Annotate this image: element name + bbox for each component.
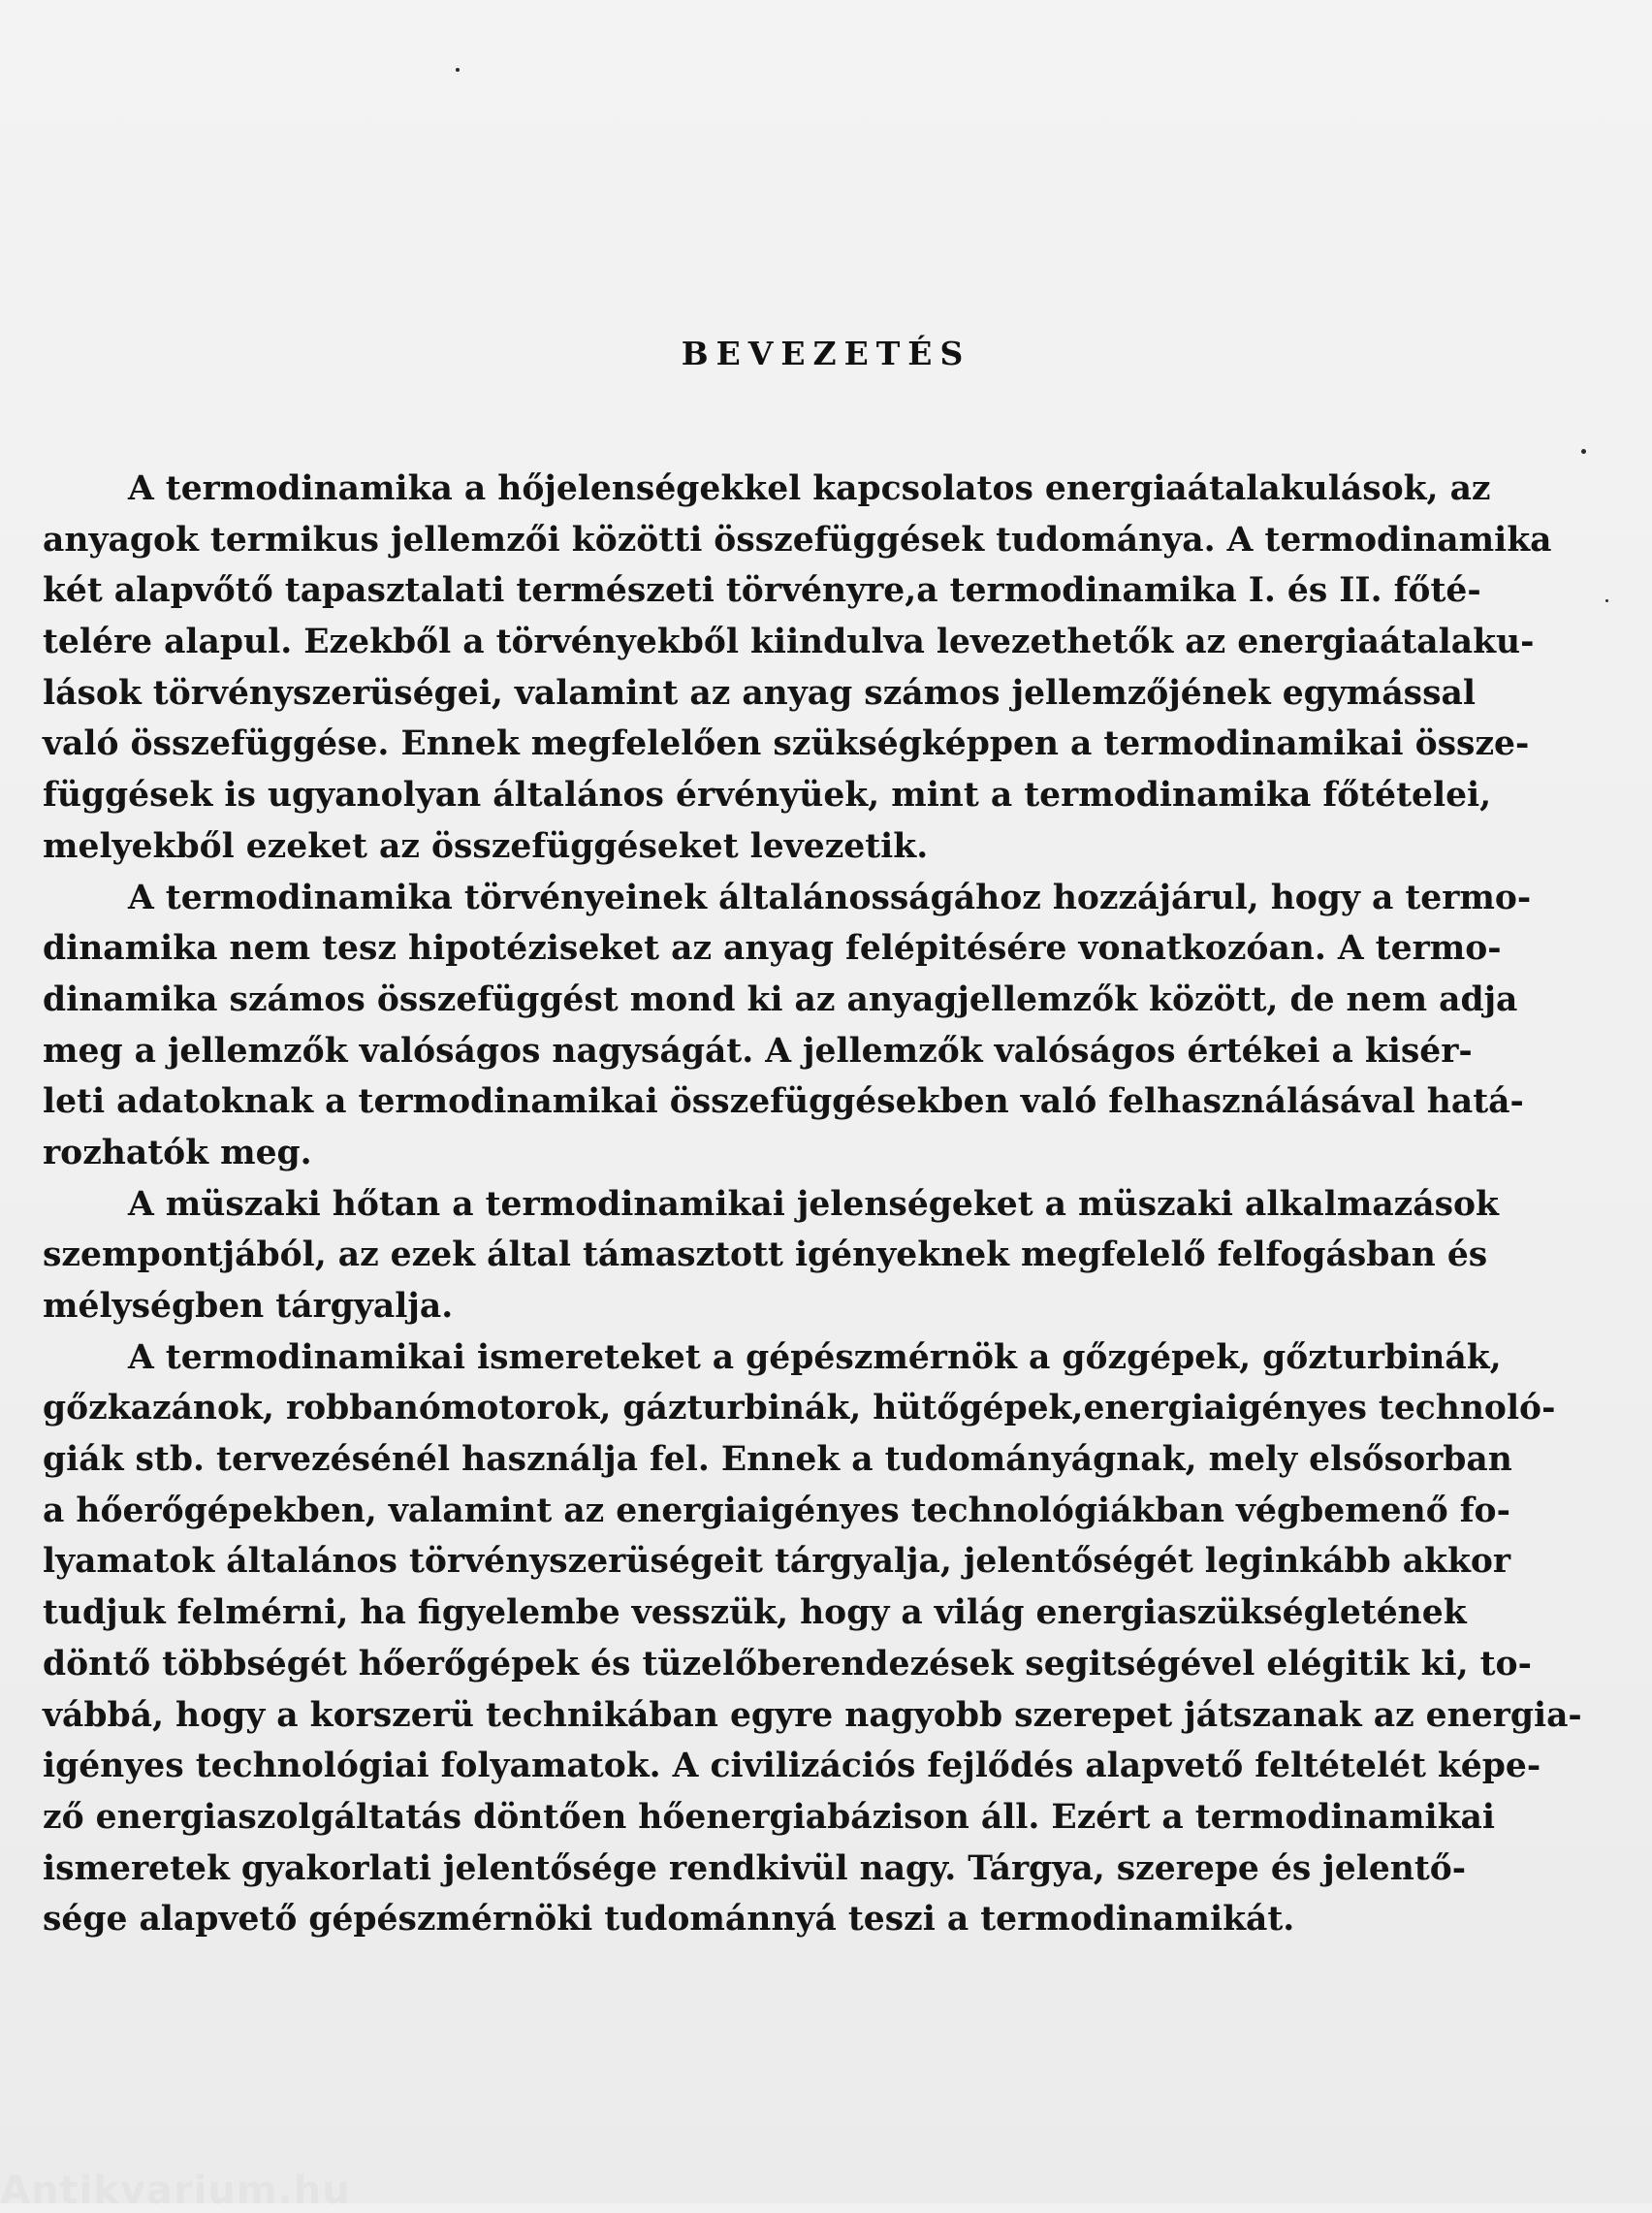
text-line: mélységben tárgyalja.	[43, 1287, 454, 1326]
text-line: való összefüggése. Ennek megfelelően szükségképpen a termodinamikai össze-	[43, 724, 1530, 764]
text-line: igényes technológiai folyamatok. A civilizációs fejlődés alapvető feltételét képe-	[43, 1747, 1541, 1786]
text-line: melyekből ezeket az összefüggéseket levezetik.	[43, 826, 929, 866]
watermark: Antikvarium.hu	[0, 2168, 351, 2213]
text-line: sége alapvető gépészmérnöki tudománnyá teszi a termodinamikát.	[43, 1900, 1295, 1940]
text-line: gőzkazánok, robbanómotorok, gázturbinák, hütőgépek,energiaigényes technoló-	[43, 1389, 1556, 1428]
text-line: A termodinamika a hőjelenségekkel kapcsolatos energiaátalakulások, az	[128, 469, 1491, 508]
document-body	[43, 464, 1631, 1945]
text-line: döntő többségét hőerőgépek és tüzelőberendezések segitségével elégitik ki, to-	[43, 1644, 1532, 1684]
text-line: telére alapul. Ezekből a törvényekből kiindulva levezethetők az energiaátalaku-	[43, 623, 1535, 662]
text-line: A müszaki hőtan a termodinamikai jelenségeket a müszaki alkalmazások	[128, 1184, 1499, 1224]
text-line: giák stb. tervezésénél használja fel. Ennek a tudományágnak, mely elsősorban	[43, 1440, 1512, 1480]
text-line: dinamika nem tesz hipotéziseket az anyag felépitésére vonatkozóan. A termo-	[43, 929, 1502, 969]
text-line: függések is ugyanolyan általános érvényüek, mint a termodinamika főtételei,	[43, 776, 1492, 816]
text-line: lyamatok általános törvényszerüségeit tárgyalja, jelentőségét leginkább akkor	[43, 1542, 1511, 1582]
page-title: BEVEZETÉS	[681, 335, 971, 372]
text-line: A termodinamika törvényeinek általánosságához hozzájárul, hogy a termo-	[128, 878, 1532, 917]
text-line: vábbá, hogy a korszerü technikában egyre nagyobb szerepet játszanak az energia-	[43, 1695, 1582, 1735]
dust-speck	[456, 68, 460, 72]
text-line: két alapvőtő tapasztalati természeti törvényre,a termodinamika I. és II. főté-	[43, 571, 1481, 611]
text-line: dinamika számos összefüggést mond ki az anyagjellemzők között, de nem adja	[43, 979, 1518, 1019]
text-line: a hőerőgépekben, valamint az energiaigényes technológiákban végbemenő fo-	[43, 1491, 1510, 1530]
text-line: tudjuk felmérni, ha figyelembe vesszük, hogy a világ energiaszükségletének	[43, 1593, 1467, 1633]
text-line: lások törvényszerüségei, valamint az anyag számos jellemzőjének egymással	[43, 673, 1476, 713]
text-line: A termodinamikai ismereteket a gépészmérnök a gőzgépek, gőzturbinák,	[128, 1337, 1502, 1377]
text-line: anyagok termikus jellemzői közötti összefüggések tudománya. A termodinamika	[43, 520, 1552, 560]
text-line: szempontjából, az ezek által támasztott igényeknek megfelelő felfogásban és	[43, 1235, 1488, 1275]
text-line: ismeretek gyakorlati jelentősége rendkivül nagy. Tárgya, szerepe és jelentő-	[43, 1848, 1467, 1888]
dust-speck	[1581, 449, 1586, 454]
text-line: meg a jellemzők valóságos nagyságát. A jellemzők valóságos értékei a kisér-	[43, 1031, 1473, 1071]
text-line: ző energiaszolgáltatás döntően hőenergiabázison áll. Ezért a termodinamikai	[43, 1797, 1495, 1837]
text-line: rozhatók meg.	[43, 1133, 312, 1172]
text-line: leti adatoknak a termodinamikai összefüggésekben való felhasználásával hatá-	[43, 1082, 1524, 1122]
